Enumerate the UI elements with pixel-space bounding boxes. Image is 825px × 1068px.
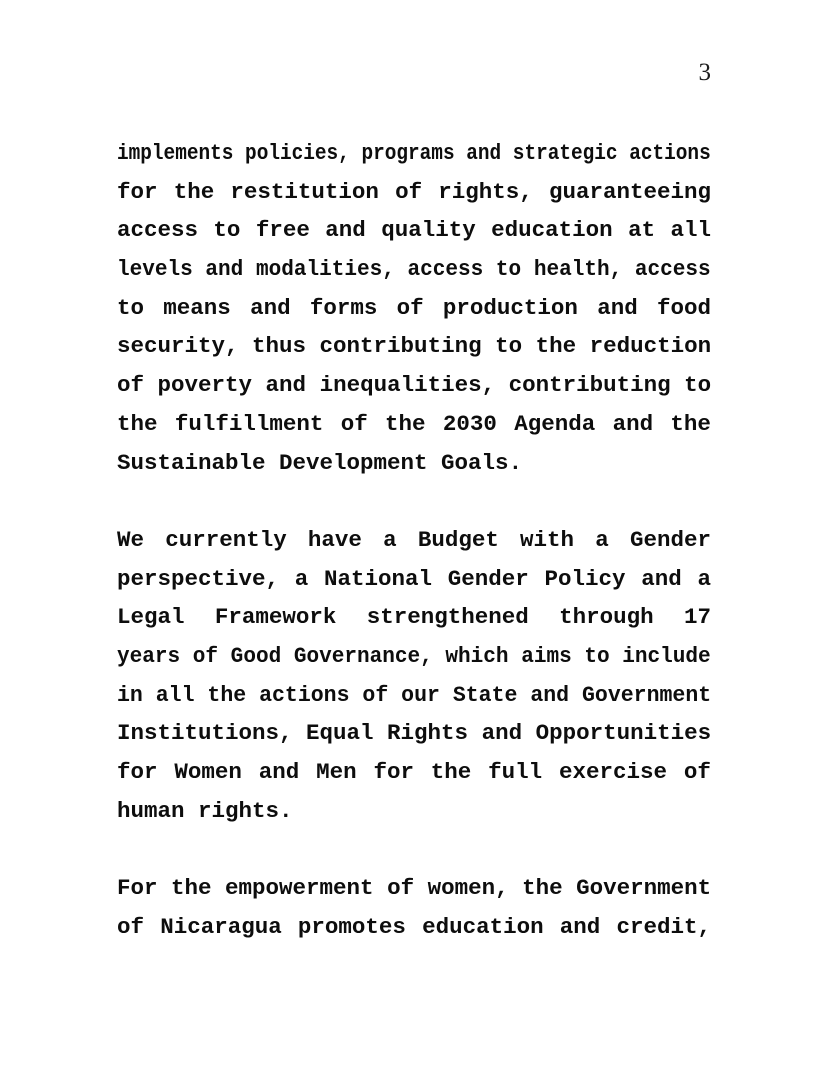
word: the xyxy=(670,410,711,437)
word: the xyxy=(173,178,228,205)
word: means xyxy=(163,294,245,321)
word: of xyxy=(395,178,436,205)
word: the xyxy=(171,875,226,902)
word: 17 xyxy=(683,604,711,631)
word: Budget xyxy=(417,526,513,553)
word: quality xyxy=(381,217,490,244)
text-line xyxy=(117,521,711,560)
word: and xyxy=(612,410,667,437)
word: thus xyxy=(252,333,320,360)
word: For xyxy=(117,875,172,902)
word: free xyxy=(255,217,324,244)
word: Legal xyxy=(117,604,199,631)
word: of xyxy=(340,410,382,437)
word: of xyxy=(396,294,438,321)
word: and xyxy=(258,759,313,785)
word: of xyxy=(192,642,231,669)
word: of xyxy=(387,875,428,902)
word: strengthened xyxy=(366,604,543,631)
word: and xyxy=(325,217,380,244)
word: strategic xyxy=(512,140,630,166)
text-line: Sustainable Development Goals. xyxy=(117,449,523,476)
word: and xyxy=(265,372,320,399)
text-line xyxy=(117,908,711,947)
word: health, xyxy=(533,256,635,283)
word: Policy xyxy=(544,565,639,592)
word: the xyxy=(430,759,485,785)
word: Government xyxy=(582,681,712,708)
word: restitution xyxy=(230,178,393,205)
page-number: 3 xyxy=(698,59,711,86)
word: Men xyxy=(316,759,371,785)
word: exercise xyxy=(559,759,681,785)
word: and xyxy=(250,294,305,321)
word: have xyxy=(307,526,376,553)
word: to xyxy=(495,256,534,283)
text-line xyxy=(117,676,712,715)
word: Nicaragua xyxy=(160,913,296,940)
word: of xyxy=(683,759,711,785)
word: Opportunities xyxy=(535,720,712,747)
word: contributing xyxy=(508,372,685,399)
word: Equal xyxy=(306,720,388,747)
word: We xyxy=(117,526,158,553)
word: through xyxy=(559,604,668,631)
word: a xyxy=(294,565,322,592)
word: State xyxy=(452,681,531,708)
word: empowerment xyxy=(225,875,388,902)
text-line xyxy=(117,714,711,753)
word: at xyxy=(628,217,669,244)
paragraph xyxy=(117,134,711,482)
word: and xyxy=(530,681,583,708)
text-line xyxy=(117,327,711,366)
word: of xyxy=(117,372,158,399)
word: production xyxy=(442,294,592,321)
word: the xyxy=(385,410,440,437)
word: and xyxy=(466,140,513,166)
text-line xyxy=(117,637,711,676)
word: in xyxy=(117,681,156,708)
text-line xyxy=(117,289,711,328)
word: Framework xyxy=(214,604,350,631)
word: Women xyxy=(174,759,256,785)
text-line xyxy=(117,753,711,792)
word: all xyxy=(155,681,208,708)
word: Agenda xyxy=(514,410,609,437)
word: Gender xyxy=(447,565,543,592)
paragraph xyxy=(117,521,711,831)
word: and xyxy=(205,256,256,283)
word: rights, xyxy=(438,178,547,205)
word: Government xyxy=(576,875,712,902)
word: promotes xyxy=(297,913,420,940)
word: 2030 xyxy=(442,410,511,437)
word: which xyxy=(445,642,522,669)
word: Institutions, xyxy=(117,720,307,747)
word: Gender xyxy=(629,526,711,553)
text-line xyxy=(117,598,711,637)
word: a xyxy=(595,526,623,553)
word: Governance, xyxy=(293,642,446,669)
word: and xyxy=(559,913,614,940)
word: for xyxy=(117,178,172,205)
word: forms xyxy=(309,294,391,321)
word: to xyxy=(495,333,536,360)
word: access xyxy=(407,256,496,283)
word: the xyxy=(522,875,577,902)
text-line xyxy=(117,134,711,173)
word: security, xyxy=(117,333,253,360)
word: contributing xyxy=(319,333,496,360)
text-line xyxy=(117,869,711,908)
word: and xyxy=(481,720,536,747)
text-line xyxy=(117,560,711,599)
word: guaranteeing xyxy=(548,178,711,205)
word: inequalities, xyxy=(319,372,509,399)
word: and xyxy=(597,294,652,321)
word: our xyxy=(401,681,453,708)
word: education xyxy=(422,913,558,940)
word: years xyxy=(117,642,193,669)
word: actions xyxy=(629,140,711,166)
word: the xyxy=(535,333,590,360)
word: a xyxy=(697,565,711,592)
word: Rights xyxy=(387,720,482,747)
word: the xyxy=(117,410,172,437)
word: Good xyxy=(230,642,294,669)
word: of xyxy=(362,681,402,708)
word: education xyxy=(491,217,627,244)
word: for xyxy=(373,759,428,785)
word: to xyxy=(117,294,158,321)
word: women, xyxy=(427,875,523,902)
word: programs xyxy=(361,140,467,166)
word: levels xyxy=(117,256,206,283)
text-line xyxy=(117,250,711,289)
word: implements xyxy=(117,140,246,166)
word: to xyxy=(213,217,254,244)
word: and xyxy=(641,565,696,592)
word: policies, xyxy=(245,140,362,166)
text-line xyxy=(117,405,711,444)
word: currently xyxy=(165,526,301,553)
word: the xyxy=(207,681,260,708)
word: actions xyxy=(259,681,363,708)
word: access xyxy=(634,256,711,283)
word: include xyxy=(622,642,711,669)
word: full xyxy=(488,759,556,785)
word: modalities, xyxy=(255,256,408,283)
word: fulfillment xyxy=(174,410,337,437)
text-line: human rights. xyxy=(117,797,293,824)
word: poverty xyxy=(157,372,266,399)
word: all xyxy=(670,217,711,244)
text-line xyxy=(117,366,711,405)
word: National xyxy=(323,565,446,592)
paragraph xyxy=(117,869,711,946)
word: access xyxy=(117,217,212,244)
word: credit, xyxy=(616,913,711,940)
word: of xyxy=(117,913,158,940)
word: with xyxy=(520,526,588,553)
word: perspective, xyxy=(117,565,293,592)
word: reduction xyxy=(589,333,712,360)
text-line xyxy=(117,211,711,250)
word: for xyxy=(117,759,172,785)
word: aims xyxy=(521,642,585,669)
document-body xyxy=(117,134,711,946)
word: to xyxy=(584,642,623,669)
text-line xyxy=(117,173,711,212)
word: to xyxy=(684,372,712,399)
word: food xyxy=(656,294,711,321)
word: a xyxy=(383,526,411,553)
